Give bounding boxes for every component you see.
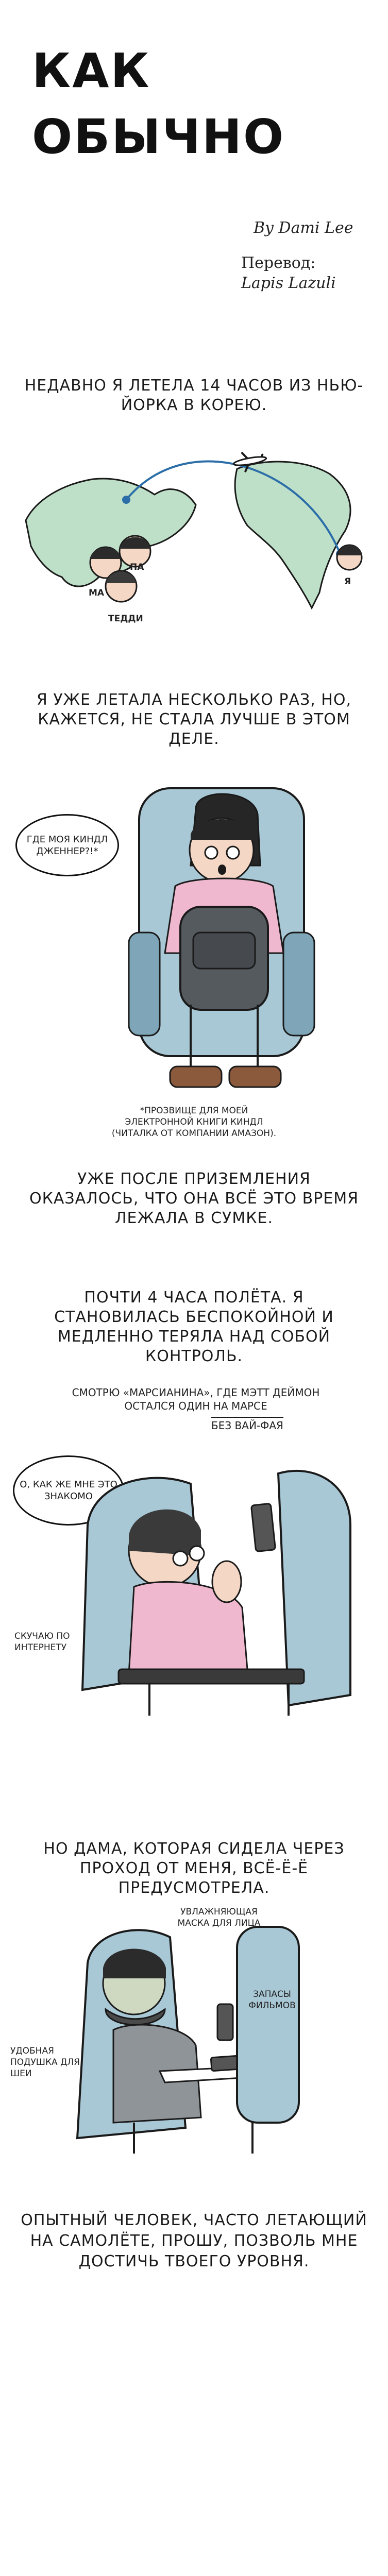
byline: By Dami Lee <box>254 219 353 237</box>
seated-girl-with-backpack <box>119 778 325 1097</box>
title-line-1: КАК <box>32 43 151 98</box>
translation-label: Перевод: <box>241 254 316 272</box>
map-label-me: Я <box>344 577 351 587</box>
america-landmass <box>235 462 350 608</box>
map-label-pa: ПА <box>130 562 144 572</box>
lady-with-mask-and-pillow <box>57 1911 325 2159</box>
comic-title <box>32 45 285 163</box>
caption-let-me-reach-your-level: ОПЫТНЫЙ ЧЕЛОВЕК, ЧАСТО ЛЕТАЮЩИЙ НА САМОЛЁТЕ, ПРОШУ, ПОЗВОЛЬ МНЕ ДОСТИЧЬ ТВОЕГО УРОВНЯ. <box>21 2211 367 2270</box>
world-map-illustration <box>15 422 373 623</box>
caption-flight: НЕДАВНО Я ЛЕТЕЛА 14 ЧАСОВ ИЗ НЬЮ-ЙОРКА В КОРЕЮ. <box>24 377 364 414</box>
map-label-ma: МА <box>89 588 105 598</box>
kindle-footnote: *ПРОЗВИЩЕ ДЛЯ МОЕЙ ЭЛЕКТРОННОЙ КНИГИ КИНДЛ (ЧИТАЛКА ОТ КОМПАНИИ АМАЗОН). <box>111 1106 277 1139</box>
label-neck-pillow: УДОБНАЯ ПОДУШКА ДЛЯ ШЕИ <box>10 2046 80 2079</box>
caption-found-in-bag: УЖЕ ПОСЛЕ ПРИЗЕМЛЕНИЯ ОКАЗАЛОСЬ, ЧТО ОНА ВСЁ ЭТО ВРЕМЯ ЛЕЖАЛА В СУМКЕ. <box>29 1170 359 1227</box>
screen-note-nowifi: БЕЗ ВАЙ-ФАЯ <box>211 1417 283 1431</box>
speech-bubble-kindle: ГДЕ МОЯ КИНДЛ ДЖЕННЕР?!* <box>15 814 119 876</box>
girl-watching-screen <box>72 1453 361 1721</box>
speech-bubble-familiar: О, КАК ЖЕ МНЕ ЭТО ЗНАКОМО <box>13 1455 124 1526</box>
label-films: ЗАПАСЫ ФИЛЬМОВ <box>248 1989 296 2011</box>
screen-note: СМОТРЮ «МАРСИАНИНА», ГДЕ МЭТТ ДЕЙМОН ОСТАЛСЯ ОДИН НА МАРСЕ <box>72 1386 320 1412</box>
translator-name: Lapis Lazuli <box>241 274 336 292</box>
caption-experience: Я УЖЕ ЛЕТАЛА НЕСКОЛЬКО РАЗ, НО, КАЖЕТСЯ, НЕ СТАЛА ЛУЧШЕ В ЭТОМ ДЕЛЕ. <box>36 691 352 748</box>
caption-four-hours: ПОЧТИ 4 ЧАСА ПОЛЁТА. Я СТАНОВИЛАСЬ БЕСПОКОЙНОЙ И МЕДЛЕННО ТЕРЯЛА НАД СОБОЙ КОНТРОЛЬ. <box>54 1289 334 1365</box>
side-note-miss-internet: СКУЧАЮ ПО ИНТЕРНЕТУ <box>14 1631 70 1653</box>
title-line-2: ОБЫЧНО <box>32 109 285 164</box>
caption-prepared-lady: НО ДАМА, КОТОРАЯ СИДЕЛА ЧЕРЕЗ ПРОХОД ОТ МЕНЯ, ВСЁ-Ё-Ё ПРЕДУСМОТРЕЛА. <box>43 1840 345 1897</box>
korea-dot <box>122 496 130 504</box>
label-face-mask: УВЛАЖНЯЮЩАЯ МАСКА ДЛЯ ЛИЦА <box>177 1907 261 1928</box>
map-label-teddy: ТЕДДИ <box>108 614 143 624</box>
me-face <box>337 545 362 570</box>
